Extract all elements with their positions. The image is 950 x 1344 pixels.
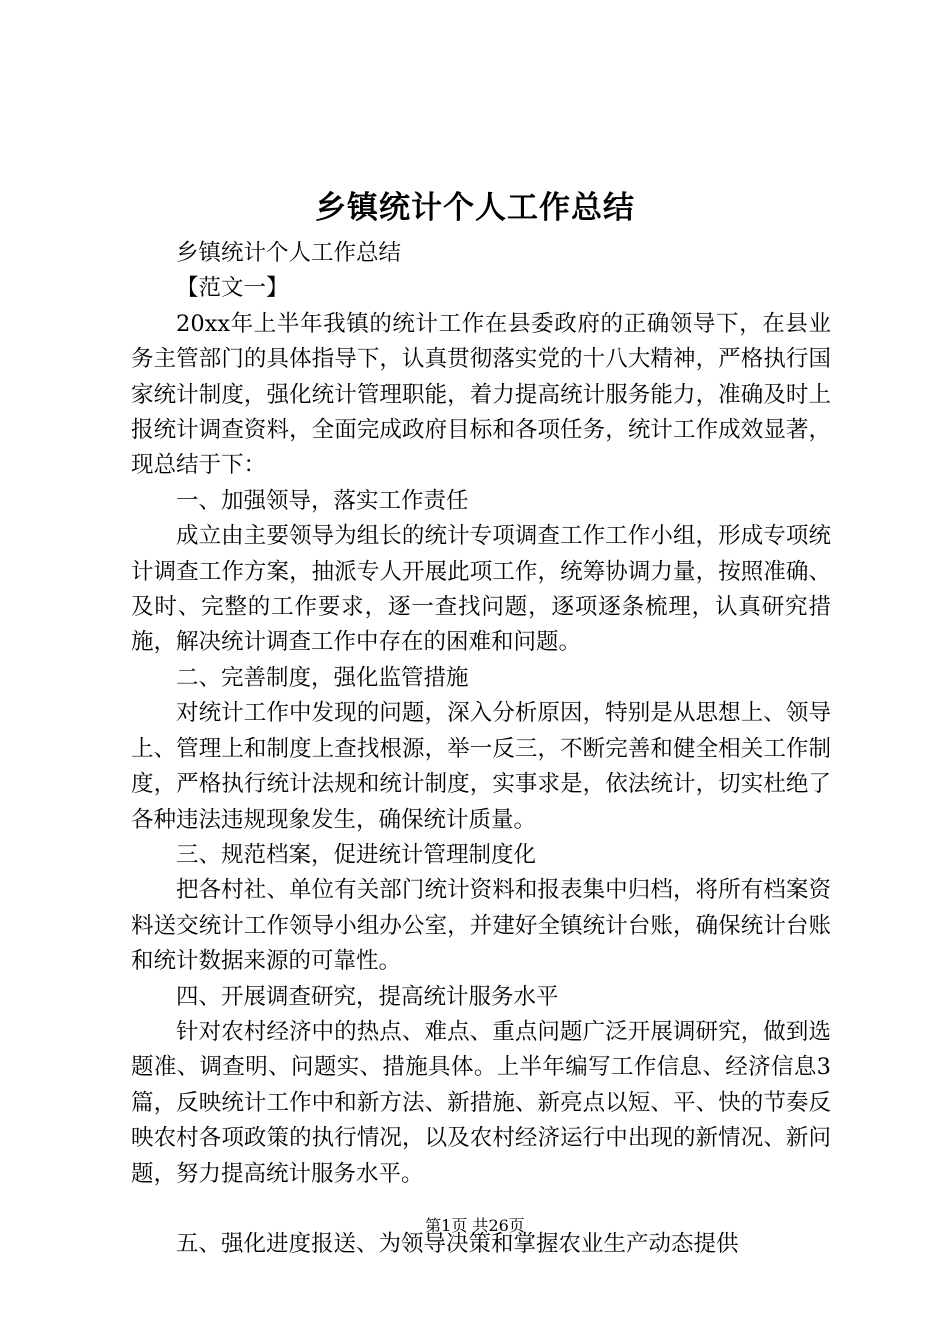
section-heading-1: 一、加强领导，落实工作责任 — [176, 487, 469, 514]
section-heading-4: 四、开展调查研究，提高统计服务水平 — [176, 983, 559, 1010]
page-footer: 第1页 共26页 — [425, 1216, 525, 1235]
section-heading-5: 五、强化进度报送、为领导决策和掌握农业生产动态提供 — [176, 1230, 739, 1257]
section-paragraph-4: 针对农村经济中的热点、难点、重点问题广泛开展调研究，做到选题准、调查明、问题实、措施具体。上半年编写工作信息、经济信息3篇，反映统计工作中和新方法、新措施、新亮点以短、平、快的节奏反映农村各项政策的执行情况，以及农村经济运行中出现的新情况、新问题，努力提高统计服务水平。 — [131, 1018, 831, 1187]
document-title: 乡镇统计个人工作总结 — [315, 190, 635, 226]
sample-label: 【范文一】 — [176, 275, 289, 302]
section-paragraph-3: 把各村社、单位有关部门统计资料和报表集中归档，将所有档案资料送交统计工作领导小组办公室，并建好全镇统计台账，确保统计台账和统计数据来源的可靠性。 — [131, 877, 831, 975]
document-body — [131, 236, 831, 1262]
section-paragraph-2: 对统计工作中发现的问题，深入分析原因，特别是从思想上、领导上、管理上和制度上查找根源，举一反三，不断完善和健全相关工作制度，严格执行统计法规和统计制度，实事求是，依法统计，切实杜绝了各种违法违规现象发生，确保统计质量。 — [131, 700, 831, 833]
section-paragraph-1: 成立由主要领导为组长的统计专项调查工作工作小组，形成专项统计调查工作方案，抽派专人开展此项工作，统筹协调力量，按照准确、及时、完整的工作要求，逐一查找问题，逐项逐条梳理，认真研究措施，解决统计调查工作中存在的困难和问题。 — [131, 523, 831, 656]
section-heading-2: 二、完善制度，强化监管措施 — [176, 664, 469, 691]
section-heading-3: 三、规范档案，促进统计管理制度化 — [176, 841, 537, 868]
intro-paragraph: 20xx年上半年我镇的统计工作在县委政府的正确领导下，在县业务主管部门的具体指导下，认真贯彻落实党的十八大精神，严格执行国家统计制度，强化统计管理职能，着力提高统计服务能力，准确及时上报统计调查资料，全面完成政府目标和各项任务，统计工作成效显著，现总结于下： — [131, 310, 831, 479]
subtitle-paragraph: 乡镇统计个人工作总结 — [176, 240, 402, 266]
